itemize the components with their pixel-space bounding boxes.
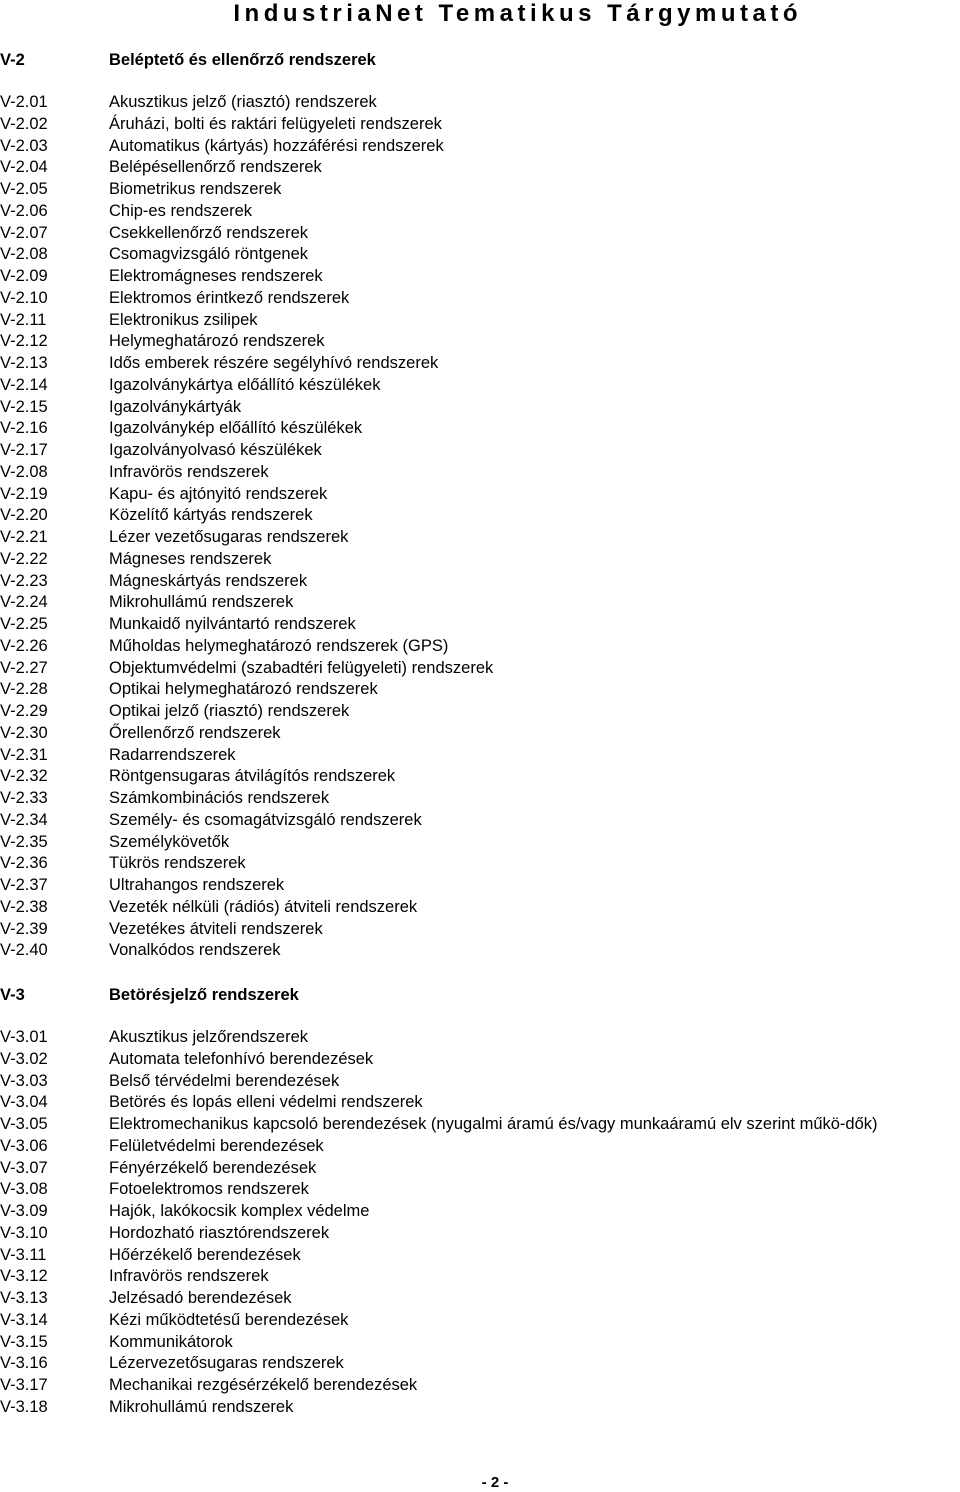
index-entry — [0, 1288, 960, 1310]
page-number: - 2 - — [481, 1474, 509, 1491]
entry-code: V-3.17 — [0, 1376, 48, 1394]
index-entry — [0, 353, 960, 375]
index-entry — [0, 723, 960, 745]
index-entry — [0, 679, 960, 701]
entry-code: V-2.14 — [0, 375, 48, 394]
index-entry — [0, 397, 960, 419]
index-entry — [0, 549, 960, 571]
entry-title: Automatikus (kártyás) hozzáférési rendszerek — [109, 136, 444, 155]
entry-code: V-3.13 — [0, 1289, 48, 1307]
entry-title: Hajók, lakókocsik komplex védelme — [109, 1202, 370, 1220]
entry-code: V-2.37 — [0, 876, 48, 894]
entry-code: V-2.29 — [0, 702, 48, 720]
entry-title: Infravörös rendszerek — [109, 1267, 269, 1286]
index-entry — [0, 1136, 960, 1158]
index-entry — [0, 136, 960, 158]
entry-code: V-2.27 — [0, 658, 48, 677]
entry-code: V-3.16 — [0, 1354, 48, 1373]
entry-code: V-2.06 — [0, 201, 48, 220]
index-entry — [0, 766, 960, 788]
entry-code: V-2.24 — [0, 593, 48, 612]
index-entry — [0, 810, 960, 832]
entry-code: V-3.14 — [0, 1310, 48, 1329]
entry-code: V-2.05 — [0, 180, 48, 198]
entry-title: Elektromos érintkező rendszerek — [109, 288, 350, 307]
entry-code: V-2.26 — [0, 636, 48, 655]
index-entry — [0, 1223, 960, 1245]
entry-title: Csomagvizsgáló röntgenek — [109, 245, 309, 264]
entry-code: V-3.01 — [0, 1028, 48, 1046]
entry-code: V-2.12 — [0, 332, 48, 351]
index-entry — [0, 375, 960, 397]
index-entry — [0, 440, 960, 462]
index-entry — [0, 179, 960, 201]
entry-code: V-2.03 — [0, 136, 48, 155]
entry-code: V-2.40 — [0, 941, 48, 960]
index-entry — [0, 875, 960, 897]
entry-code: V-2.02 — [0, 114, 48, 133]
entry-title: Mágneses rendszerek — [109, 549, 272, 568]
entry-title: Kézi működtetésű berendezések — [109, 1310, 349, 1329]
entry-title: Kommunikátorok — [109, 1332, 233, 1351]
index-entry — [0, 1375, 960, 1397]
entry-title: Hordozható riasztórendszerek — [109, 1223, 330, 1242]
entry-code: V-2.33 — [0, 789, 48, 807]
entry-code: V-2.34 — [0, 810, 48, 829]
entry-code: V-2.28 — [0, 680, 48, 699]
entry-code: V-2.19 — [0, 484, 48, 503]
entry-code: V-2.31 — [0, 745, 48, 764]
index-entry — [0, 788, 960, 810]
index-entry — [0, 1201, 960, 1223]
index-entry — [0, 701, 960, 723]
index-entry — [0, 1332, 960, 1354]
entry-title: Igazolványkép előállító készülékek — [109, 419, 363, 438]
entry-title: Mikrohullámú rendszerek — [109, 1397, 294, 1416]
index-entry — [0, 288, 960, 310]
entry-title: Őrellenőrző rendszerek — [109, 723, 281, 742]
index-entry — [0, 592, 960, 614]
entry-title: Vonalkódos rendszerek — [109, 941, 281, 960]
section-heading — [0, 49, 960, 71]
index-entry — [0, 1071, 960, 1093]
entry-title: Elektromechanikus kapcsoló berendezések (nyugalmi áramú és/vagy munkaáramú elv szerint műkö-dők) — [109, 1115, 878, 1133]
entry-code: V-2.36 — [0, 854, 48, 873]
entry-title: Igazolványkártyák — [109, 397, 242, 416]
entry-code: V-2.20 — [0, 506, 48, 525]
index-entry — [0, 853, 960, 875]
entry-title: Chip-es rendszerek — [109, 201, 253, 220]
section-title: Beléptető és ellenőrző rendszerek — [109, 51, 376, 69]
entry-code: V-3.15 — [0, 1332, 48, 1351]
entry-title: Igazolványkártya előállító készülékek — [109, 375, 381, 394]
entry-title: Idős emberek részére segélyhívó rendszerek — [109, 354, 439, 372]
entry-code: V-2.23 — [0, 571, 48, 590]
entry-title: Személy- és csomagátvizsgáló rendszerek — [109, 810, 422, 829]
entry-title: Betörés és lopás elleni védelmi rendszerek — [109, 1093, 423, 1112]
entry-title: Akusztikus jelzőrendszerek — [109, 1028, 308, 1046]
index-entry — [0, 418, 960, 440]
entry-title: Elektronikus zsilipek — [109, 310, 258, 329]
entry-code: V-2.38 — [0, 897, 48, 916]
entry-code: V-2.11 — [0, 310, 47, 329]
entry-code: V-3.03 — [0, 1071, 48, 1090]
index-entry — [0, 940, 960, 962]
index-entry — [0, 310, 960, 332]
entry-code: V-2.25 — [0, 615, 48, 633]
entry-title: Vezeték nélküli (rádiós) átviteli rendszerek — [109, 897, 418, 916]
index-entry — [0, 1266, 960, 1288]
index-entry — [0, 614, 960, 636]
entry-title: Mágneskártyás rendszerek — [109, 571, 308, 590]
entry-title: Személykövetők — [109, 832, 230, 851]
index-entry — [0, 201, 960, 223]
entry-code: V-2.04 — [0, 158, 48, 177]
entry-title: Igazolványolvasó készülékek — [109, 441, 322, 459]
entry-code: V-2.35 — [0, 832, 48, 851]
index-entry — [0, 1245, 960, 1267]
index-entry — [0, 1049, 960, 1071]
entry-title: Infravörös rendszerek — [109, 462, 269, 481]
section-code: V-3 — [0, 986, 25, 1004]
entry-code: V-2.32 — [0, 767, 48, 786]
entry-title: Kapu- és ajtónyitó rendszerek — [109, 484, 328, 503]
section-title: Betörésjelző rendszerek — [109, 986, 299, 1004]
index-entry — [0, 636, 960, 658]
index-entry — [0, 1179, 960, 1201]
entry-code: V-2.08 — [0, 245, 48, 264]
entry-title: Mikrohullámú rendszerek — [109, 593, 294, 612]
entry-title: Objektumvédelmi (szabadtéri felügyeleti) rendszerek — [109, 658, 494, 677]
index-entry — [0, 832, 960, 854]
entry-code: V-2.16 — [0, 419, 48, 438]
index-entry — [0, 897, 960, 919]
entry-code: V-3.18 — [0, 1397, 48, 1416]
entry-title: Áruházi, bolti és raktári felügyeleti rendszerek — [109, 114, 442, 133]
entry-title: Akusztikus jelző (riasztó) rendszerek — [109, 93, 377, 111]
entry-code: V-2.21 — [0, 528, 48, 546]
index-entry — [0, 505, 960, 527]
section-spacer — [0, 962, 960, 984]
entry-title: Számkombinációs rendszerek — [109, 789, 330, 807]
index-entry — [0, 266, 960, 288]
entry-code: V-2.08 — [0, 462, 48, 481]
entry-code: V-2.30 — [0, 723, 48, 742]
entry-title: Jelzésadó berendezések — [109, 1289, 292, 1307]
index-content — [0, 49, 960, 1419]
index-entry — [0, 157, 960, 179]
section-code: V-2 — [0, 51, 25, 69]
entry-code: V-3.02 — [0, 1049, 48, 1068]
entry-title: Röntgensugaras átvilágítós rendszerek — [109, 767, 396, 786]
entry-code: V-2.09 — [0, 267, 48, 285]
entry-code: V-3.07 — [0, 1158, 48, 1177]
entry-title: Optikai helymeghatározó rendszerek — [109, 680, 378, 699]
entry-title: Vezetékes átviteli rendszerek — [109, 919, 323, 938]
index-entry — [0, 1092, 960, 1114]
entry-code: V-2.10 — [0, 288, 48, 307]
entry-code: V-3.09 — [0, 1202, 48, 1220]
entry-title: Közelítő kártyás rendszerek — [109, 506, 313, 525]
entry-title: Hőérzékelő berendezések — [109, 1245, 301, 1264]
entry-title: Belépésellenőrző rendszerek — [109, 158, 322, 177]
index-entry — [0, 484, 960, 506]
index-entry — [0, 114, 960, 136]
entry-code: V-2.01 — [0, 93, 48, 111]
entry-code: V-2.13 — [0, 354, 48, 372]
index-entry — [0, 527, 960, 549]
index-entry — [0, 244, 960, 266]
entry-title: Mechanikai rezgésérzékelő berendezések — [109, 1376, 418, 1394]
entry-title: Fényérzékelő berendezések — [109, 1158, 317, 1177]
heading-spacer — [0, 1006, 960, 1027]
entry-code: V-2.22 — [0, 549, 48, 568]
entry-title: Munkaidő nyilvántartó rendszerek — [109, 615, 356, 633]
index-entry — [0, 919, 960, 941]
entry-code: V-3.11 — [0, 1245, 47, 1264]
index-entry — [0, 331, 960, 353]
entry-code: V-3.10 — [0, 1223, 48, 1242]
index-entry — [0, 1397, 960, 1419]
index-entry — [0, 745, 960, 767]
entry-code: V-2.07 — [0, 223, 48, 242]
entry-code: V-3.06 — [0, 1136, 48, 1155]
entry-title: Belső térvédelmi berendezések — [109, 1071, 340, 1090]
index-entry — [0, 1353, 960, 1375]
entry-title: Lézer vezetősugaras rendszerek — [109, 528, 349, 546]
index-entry — [0, 92, 960, 114]
entry-title: Radarrendszerek — [109, 745, 236, 764]
entry-code: V-3.04 — [0, 1093, 48, 1112]
entry-title: Helymeghatározó rendszerek — [109, 332, 325, 351]
entry-title: Optikai jelző (riasztó) rendszerek — [109, 702, 350, 720]
entry-code: V-3.05 — [0, 1115, 48, 1133]
entry-code: V-3.12 — [0, 1267, 48, 1286]
entry-title: Elektromágneses rendszerek — [109, 267, 323, 285]
index-entry — [0, 1027, 960, 1049]
entry-title: Műholdas helymeghatározó rendszerek (GPS) — [109, 636, 449, 655]
index-entry — [0, 223, 960, 245]
entry-code: V-2.39 — [0, 919, 48, 938]
entry-title: Fotoelektromos rendszerek — [109, 1180, 309, 1199]
index-entry — [0, 658, 960, 680]
entry-title: Lézervezetősugaras rendszerek — [109, 1354, 344, 1373]
entry-code: V-2.15 — [0, 397, 48, 416]
index-entry — [0, 1310, 960, 1332]
section-heading — [0, 984, 960, 1006]
entry-title: Csekkellenőrző rendszerek — [109, 223, 309, 242]
entry-title: Biometrikus rendszerek — [109, 180, 282, 198]
heading-spacer — [0, 71, 960, 92]
entry-title: Automata telefonhívó berendezések — [109, 1049, 374, 1068]
index-entry — [0, 571, 960, 593]
entry-code: V-2.17 — [0, 441, 48, 459]
entry-code: V-3.08 — [0, 1180, 48, 1199]
page-header-title: IndustriaNet Tematikus Tárgymutató — [233, 0, 802, 27]
entry-title: Felületvédelmi berendezések — [109, 1136, 324, 1155]
entry-title: Ultrahangos rendszerek — [109, 876, 285, 894]
index-entry — [0, 462, 960, 484]
index-entry — [0, 1158, 960, 1180]
entry-title: Tükrös rendszerek — [109, 854, 246, 873]
index-entry — [0, 1114, 960, 1136]
